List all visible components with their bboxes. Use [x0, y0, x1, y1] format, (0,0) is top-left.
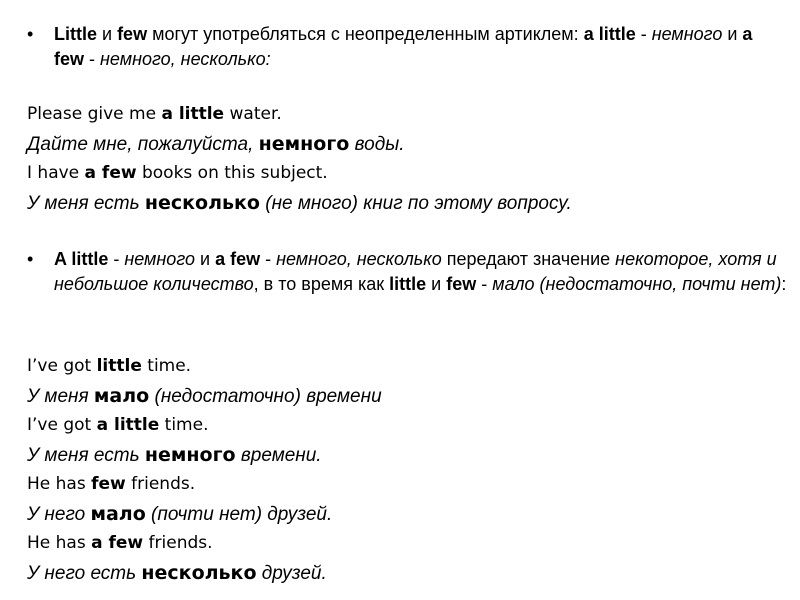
- text: He has: [27, 474, 92, 494]
- text: time.: [159, 415, 209, 435]
- text: Please give me: [27, 104, 162, 124]
- text: , в то время как: [253, 274, 390, 294]
- text: У него: [27, 504, 91, 525]
- bullet-1: [27, 22, 787, 72]
- text: некоторое, хотя и небольшое количество: [54, 249, 777, 294]
- text: Дайте мне, пожалуйста,: [27, 134, 259, 155]
- text: У меня есть: [27, 445, 145, 466]
- text: -: [635, 24, 652, 44]
- text: -: [476, 274, 493, 294]
- text: мало: [90, 503, 146, 525]
- text: little: [96, 356, 142, 376]
- text: I have: [27, 163, 85, 183]
- text: -: [108, 249, 125, 269]
- text: друзей.: [256, 563, 327, 584]
- text: немного: [144, 444, 236, 466]
- text: немного, несколько:: [100, 49, 271, 69]
- text: немного, несколько: [276, 249, 442, 269]
- text: friends.: [125, 474, 196, 494]
- text: немного: [651, 24, 723, 44]
- translation-line: [27, 189, 787, 218]
- term-a-little: a little: [583, 24, 636, 44]
- text: a little: [161, 104, 225, 124]
- bullet-2: [27, 247, 787, 297]
- text: -: [260, 249, 277, 269]
- text: He has: [27, 533, 92, 553]
- text: a few: [91, 533, 144, 553]
- text: (недостаточно) времени: [149, 386, 382, 407]
- text: несколько: [141, 562, 257, 584]
- translation-line: [27, 382, 787, 411]
- text: передают значение: [441, 249, 616, 269]
- text: времени.: [235, 445, 322, 466]
- text: a few: [215, 249, 261, 269]
- text: (не много) книг по этому вопросу.: [259, 193, 572, 214]
- translation-line: [27, 441, 787, 470]
- example-line: [27, 529, 787, 557]
- text: time.: [141, 356, 192, 376]
- bullet-1-text: [54, 22, 787, 72]
- text: немного: [124, 249, 195, 269]
- term-little: Little: [54, 24, 97, 44]
- translation-line: [27, 500, 787, 529]
- text: A little: [54, 249, 109, 269]
- bullet-dot-icon: •: [27, 24, 34, 44]
- text: I’ve got: [27, 415, 97, 435]
- term-a-few: a few: [54, 24, 753, 69]
- term-few: few: [117, 24, 148, 44]
- text: a little: [96, 415, 160, 435]
- text: few: [446, 274, 477, 294]
- example-line: [27, 352, 787, 380]
- text: воды.: [349, 134, 405, 155]
- text: (почти нет) друзей.: [145, 504, 333, 525]
- text: books on this subject.: [136, 163, 328, 183]
- text: I’ve got: [27, 356, 97, 376]
- text: a few: [84, 163, 137, 183]
- bullet-dot-icon: •: [27, 249, 34, 269]
- text: мало: [93, 385, 150, 407]
- text: и: [97, 24, 118, 44]
- text: могут употребляться с неопределенным артиклем:: [147, 24, 584, 44]
- text: У меня: [27, 386, 94, 407]
- text: few: [91, 474, 126, 494]
- text: У меня есть: [27, 193, 145, 214]
- text: friends.: [143, 533, 213, 553]
- text: -: [84, 49, 101, 69]
- text: water.: [224, 104, 282, 124]
- text: У него есть: [27, 563, 142, 584]
- example-line: [27, 411, 787, 439]
- text: мало (недостаточно, почти нет): [492, 274, 782, 294]
- example-line: [27, 159, 787, 187]
- text: little: [389, 274, 427, 294]
- text: :: [781, 274, 787, 294]
- bullet-2-text: [54, 247, 787, 297]
- text: несколько: [144, 192, 260, 214]
- text: немного: [258, 133, 350, 155]
- example-line: [27, 100, 787, 128]
- example-line: [27, 470, 787, 498]
- translation-line: [27, 559, 787, 588]
- text: и: [195, 249, 216, 269]
- translation-line: [27, 130, 787, 159]
- text: и: [426, 274, 447, 294]
- text: и: [722, 24, 743, 44]
